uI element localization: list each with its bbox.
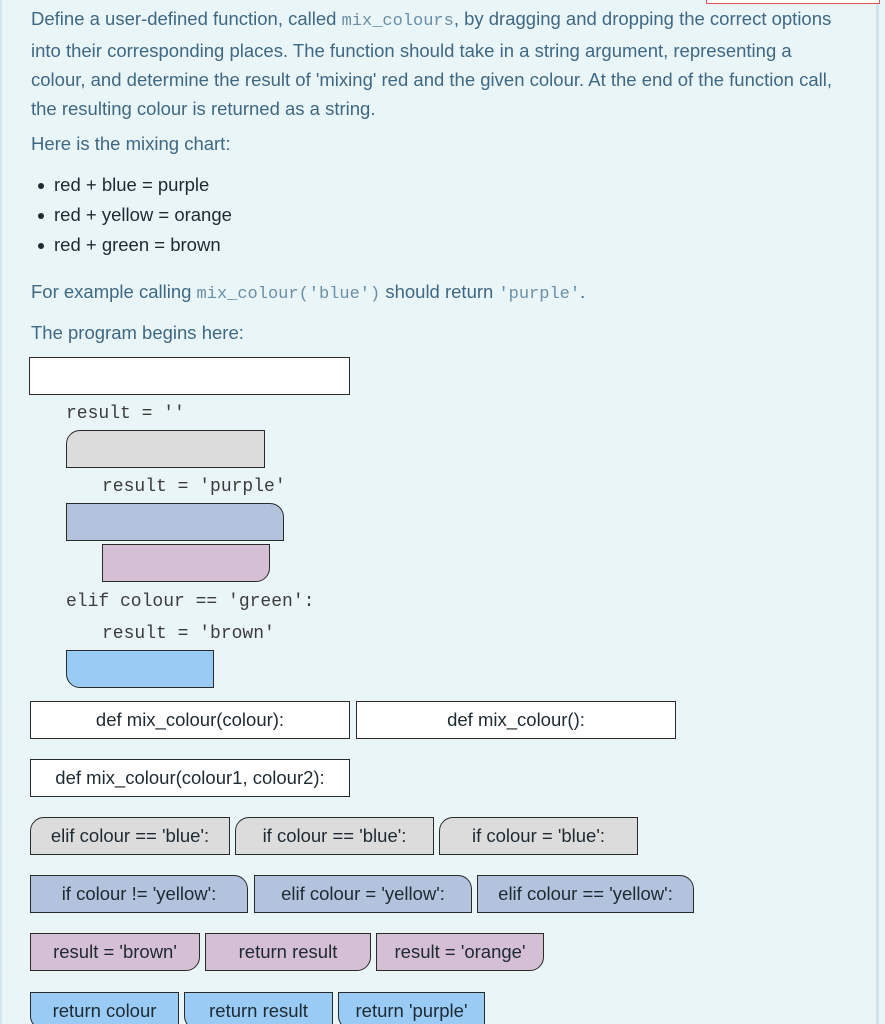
mixing-chart-list: [36, 170, 232, 260]
example-text: [31, 279, 585, 308]
option-result-orange[interactable]: result = 'orange': [376, 933, 544, 971]
option-def-mix-colour-colour[interactable]: def mix_colour(colour):: [30, 701, 350, 739]
mixing-chart-item: red + blue = purple: [36, 170, 232, 200]
option-return-purple[interactable]: return 'purple': [338, 992, 485, 1024]
example-call-code: mix_colour('blue'): [196, 285, 381, 304]
drop-slot-blue-condition[interactable]: [66, 430, 265, 468]
example-return-code: 'purple': [498, 285, 581, 304]
option-return-result-mauve[interactable]: return result: [205, 933, 371, 971]
drop-slot-def[interactable]: [29, 357, 350, 395]
option-return-result-sky[interactable]: return result: [184, 992, 333, 1024]
instructions-part1: Define a user-defined function, called: [31, 8, 342, 29]
instructions-part2: , by dragging and dropping the correct options into their corresponding places. The function should take in a string argument, representing a colour, and determine the result of 'mixing' red and the given colour. At the end of the function call, the resulting colour is returned as a string.: [31, 8, 833, 119]
code-line-result-purple: result = 'purple': [102, 477, 286, 497]
example-part2: should return: [380, 281, 499, 302]
option-elif-colour-assign-yellow[interactable]: elif colour = 'yellow':: [254, 875, 472, 913]
code-line-result-init: result = '': [66, 404, 185, 424]
instructions-text: [31, 4, 851, 123]
option-elif-colour-eq-blue[interactable]: elif colour == 'blue':: [30, 817, 230, 855]
option-if-colour-neq-yellow[interactable]: if colour != 'yellow':: [30, 875, 248, 913]
mixing-chart-item: red + green = brown: [36, 230, 232, 260]
function-name-code: mix_colours: [341, 12, 454, 31]
example-part1: For example calling: [31, 281, 197, 302]
code-line-result-brown: result = 'brown': [102, 624, 275, 644]
option-def-mix-colour-two-args[interactable]: def mix_colour(colour1, colour2):: [30, 759, 350, 797]
option-return-colour[interactable]: return colour: [30, 992, 179, 1024]
option-if-colour-eq-blue[interactable]: if colour == 'blue':: [235, 817, 434, 855]
drop-slot-return[interactable]: [66, 650, 214, 688]
drop-slot-yellow-result[interactable]: [102, 544, 270, 582]
code-line-elif-green: elif colour == 'green':: [66, 592, 315, 612]
option-def-mix-colour-empty[interactable]: def mix_colour():: [356, 701, 676, 739]
program-heading: The program begins here:: [31, 322, 244, 343]
drop-slot-yellow-condition[interactable]: [66, 503, 284, 541]
mixing-chart-heading: Here is the mixing chart:: [31, 133, 231, 154]
option-result-brown[interactable]: result = 'brown': [30, 933, 200, 971]
mixing-chart-item: red + yellow = orange: [36, 200, 232, 230]
option-if-colour-assign-blue[interactable]: if colour = 'blue':: [439, 817, 638, 855]
option-elif-colour-eq-yellow[interactable]: elif colour == 'yellow':: [477, 875, 694, 913]
example-part3: .: [580, 281, 586, 302]
